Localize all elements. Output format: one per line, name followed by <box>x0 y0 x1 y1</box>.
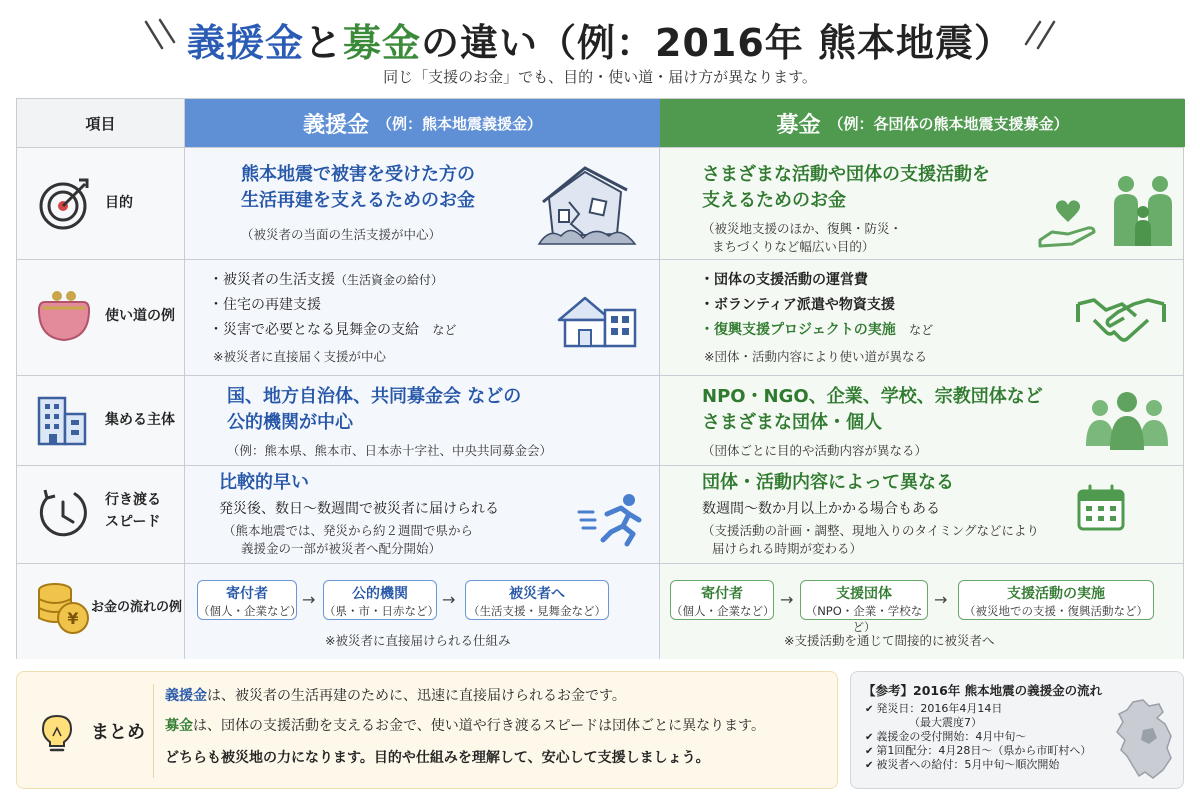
reference-item: ✔ 第1回配分：4月28日〜（県から市町村へ） <box>865 744 1092 757</box>
column-header-bokin: 募金 （例：各団体の熊本地震支援募金） <box>660 99 1185 147</box>
title-decoration-right-icon <box>1020 18 1060 52</box>
column-header-item: 項目 <box>17 99 185 147</box>
page-title: 義援金と募金の違い（例：2016年 熊本地震） <box>186 21 1014 65</box>
collapsed-house-icon <box>535 164 639 246</box>
flow-box-donor: 寄付者 （個人・企業など） <box>670 580 774 620</box>
target-icon <box>35 174 95 234</box>
check-icon: ✔ <box>865 732 874 743</box>
flow-bokin-cell: 寄付者 （個人・企業など） → 支援団体 （NPO・企業・学校など） → 支援活動の実施 （被災地での支援・復興活動など） ※支援活動を通じて間接的に被災者へ <box>660 564 1183 659</box>
comparison-table <box>16 98 1184 659</box>
purpose-bokin-cell: さまざまな活動や団体の支援活動を 支えるためのお金 （被災地支援のほか、復興・防災・ まちづくりなど幅広い目的） <box>660 148 1183 259</box>
row-label-speed-1: 行き渡る <box>105 492 161 508</box>
speed-gienkin-cell: 比較的早い 発災後、数日〜数週間で被災者に届けられる （熊本地震では、発災から約２週間で県から 義援金の一部が被災者へ配分開始） <box>185 466 660 563</box>
row-label-usage: 使い道の例 <box>105 308 175 324</box>
building-icon <box>35 392 91 448</box>
collector-bokin-cell: NPO・NGO、企業、学校、宗教団体など さまざまな団体・個人 （団体ごとに目的や活動内容が異なる） <box>660 376 1183 465</box>
row-usage <box>17 259 1183 375</box>
group-icon <box>1084 390 1170 452</box>
check-icon: ✔ <box>865 746 874 757</box>
speed-bokin-cell: 団体・活動内容によって異なる 数週間〜数か月以上かかる場合もある （支援活動の計画・調整、現地入りのタイミングなどにより 届けられる時期が変わる） <box>660 466 1183 563</box>
row-speed <box>17 465 1183 563</box>
family-icon <box>1110 174 1176 250</box>
reference-item: ✔ 義援金の受付開始：4月中旬〜 <box>865 730 1027 743</box>
row-collector <box>17 375 1183 465</box>
summary-label: まとめ <box>91 722 145 743</box>
row-label-collector: 集める主体 <box>105 412 175 428</box>
page-subtitle: 同じ「支援のお金」でも、目的・使い道・届け方が異なります。 <box>383 68 817 86</box>
column-header-gienkin: 義援金 （例：熊本地震義援金） <box>185 99 660 147</box>
usage-gienkin-cell: ・被災者の生活支援（生活資金の給付） ・住宅の再建支援 ・災害で必要となる見舞金の支給 など ※被災者に直接届く支援が中心 <box>185 260 660 375</box>
flow-arrow-icon: → <box>302 590 316 609</box>
row-label-flow: お金の流れの例 <box>91 600 183 615</box>
reference-box <box>850 671 1184 789</box>
calendar-icon <box>1076 484 1126 532</box>
handshake-icon <box>1076 290 1166 346</box>
reference-item: ✔ 発災日：2016年4月14日 <box>865 702 1003 715</box>
summary-box <box>16 671 838 789</box>
svg-text:¥: ¥ <box>67 609 79 628</box>
flow-box-donor: 寄付者 （個人・企業など） <box>197 580 297 620</box>
flow-box-support-org: 支援団体 （NPO・企業・学校など） <box>800 580 928 620</box>
summary-line-3: どちらも被災地の力になります。目的や仕組みを理解して、安心して支援しましょう。 <box>165 750 710 766</box>
summary-line-1: 義援金は、被災者の生活再建のために、迅速に直接届けられるお金です。 <box>165 688 626 704</box>
check-icon: ✔ <box>865 704 874 715</box>
collector-gienkin-cell: 国、地方自治体、共同募金会 などの 公的機関が中心 （例：熊本県、熊本市、日本赤十字社、中央共同募金会） <box>185 376 660 465</box>
row-flow <box>17 563 1183 659</box>
row-label-speed-2: スピード <box>105 514 161 530</box>
reference-item: ✔ 被災者への給付：5月中旬〜順次開始 <box>865 758 1060 771</box>
usage-bokin-cell: ・団体の支援活動の運営費 ・ボランティア派遣や物資支援 ・復興支援プロジェクトの実施 など ※団体・活動内容により使い道が異なる <box>660 260 1183 375</box>
flow-arrow-icon: → <box>780 590 794 609</box>
lightbulb-icon <box>39 712 75 754</box>
coins-yen-icon <box>33 578 91 636</box>
running-person-icon <box>577 492 647 548</box>
row-label-purpose: 目的 <box>105 195 133 211</box>
flow-box-support-activities: 支援活動の実施 （被災地での支援・復興活動など） <box>958 580 1154 620</box>
clock-icon <box>35 484 93 544</box>
flow-arrow-icon: → <box>442 590 456 609</box>
heart-hand-icon <box>1036 196 1100 250</box>
flow-box-public-agency: 公的機関 （県・市・日赤など） <box>323 580 437 620</box>
flow-arrow-icon: → <box>934 590 948 609</box>
purse-icon <box>35 288 95 344</box>
flow-gienkin-cell: 寄付者 （個人・企業など） → 公的機関 （県・市・日赤など） → 被災者へ （生活支援・見舞金など） ※被災者に直接届けられる仕組み <box>185 564 660 659</box>
purpose-gienkin-cell: 熊本地震で被害を受けた方の 生活再建を支えるためのお金 （被災者の当面の生活支援が中心） <box>185 148 660 259</box>
flow-box-victims: 被災者へ （生活支援・見舞金など） <box>465 580 609 620</box>
kyushu-map-icon <box>1113 696 1179 782</box>
summary-line-2: 募金は、団体の支援活動を支えるお金で、使い道や行き渡るスピードは団体ごとに異なります。 <box>165 718 766 734</box>
house-icon <box>555 290 641 350</box>
row-purpose <box>17 147 1183 259</box>
reference-title: 【参考】2016年 熊本地震の義援金の流れ <box>863 683 1103 698</box>
reference-item: （最大震度7） <box>909 716 982 729</box>
check-icon: ✔ <box>865 760 874 771</box>
